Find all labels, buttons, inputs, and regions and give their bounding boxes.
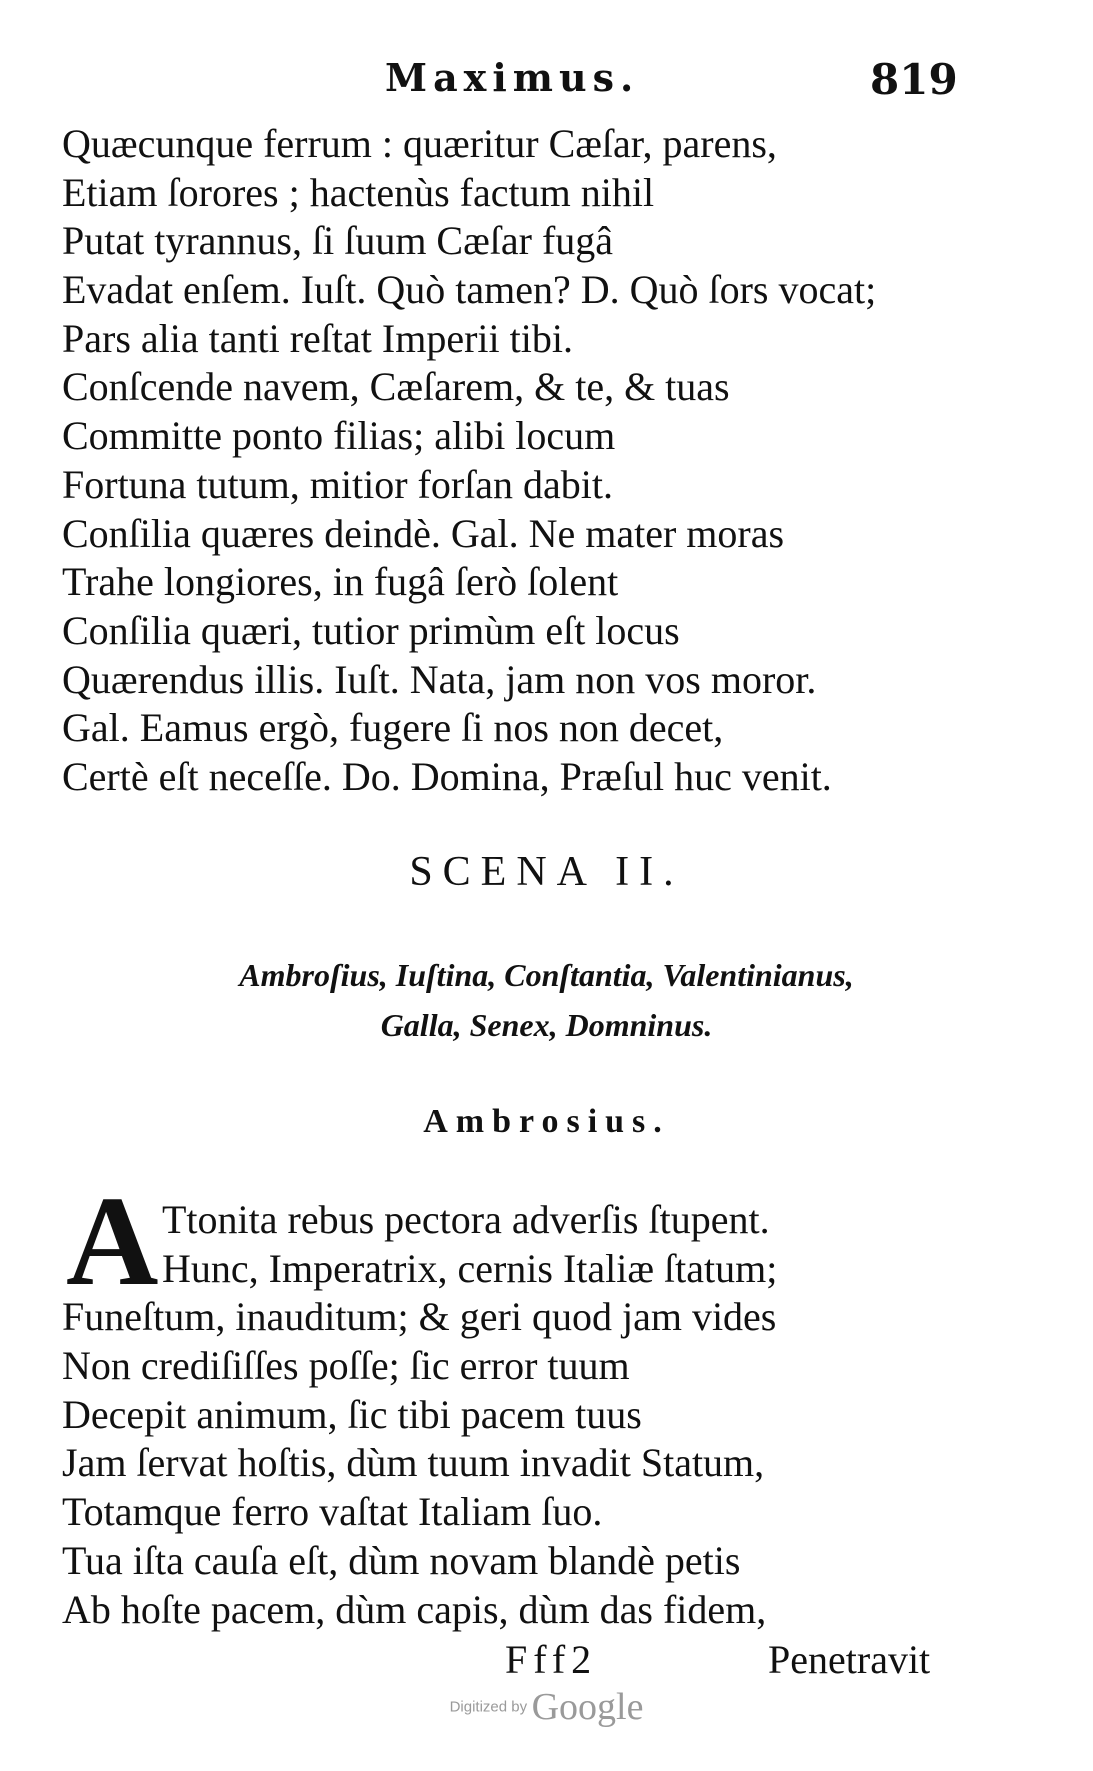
- verse-line: Tua iſta cauſa eſt, dùm novam blandè petis: [62, 1537, 741, 1583]
- cast-list: [0, 950, 1093, 1050]
- page-number: 819: [870, 55, 958, 104]
- cast-line-1: Ambroſius, Iuſtina, Conſtantia, Valentinianus,: [239, 957, 854, 993]
- verse-line: Trahe longiores, in fugâ ſerò ſolent: [62, 559, 619, 605]
- verse-line: Conſilia quæres deindè. Gal. Ne mater moras: [62, 510, 785, 556]
- verse-line: Certè eſt neceſſe. Do. Domina, Præſul huc venit.: [62, 753, 832, 799]
- verse-line: Conſilia quæri, tutior primùm eſt locus: [62, 607, 680, 653]
- verse-line: Fortuna tutum, mitior forſan dabit.: [62, 461, 614, 507]
- digitized-prefix: Digitized by: [449, 1698, 528, 1716]
- verse-line: Ttonita rebus pectora adverſis ſtupent.: [162, 1197, 770, 1242]
- digitized-by-google-watermark: [0, 1685, 1093, 1729]
- verse-line: Funeſtum, inauditum; & geri quod jam vides: [62, 1294, 777, 1340]
- scene-title: SCENA II.: [409, 849, 684, 895]
- verse-line: Non crediſiſſes poſſe; ſic error tuum: [62, 1343, 630, 1389]
- google-logo: Google: [531, 1686, 644, 1728]
- verse-line: Committe ponto filias; alibi locum: [62, 413, 616, 459]
- verse-line: Decepit animum, ſic tibi pacem tuus: [62, 1391, 642, 1437]
- page-header: [0, 55, 1093, 115]
- speaker-heading: Ambrosius.: [423, 1103, 670, 1140]
- signature-mark: Fff2: [505, 1637, 598, 1682]
- verse-line: Jam ſervat hoſtis, dùm tuum invadit Statum,: [62, 1440, 765, 1486]
- verse-line: Gal. Eamus ergò, fugere ſi nos non decet,: [62, 705, 724, 751]
- drop-cap: A: [66, 1170, 159, 1312]
- verse-line: Pars alia tanti reſtat Imperii tibi.: [62, 315, 573, 361]
- catchword: Penetravit: [768, 1637, 931, 1682]
- verse-block-1: [62, 120, 876, 802]
- verse-line: Ab hoſte pacem, dùm capis, dùm das fidem,: [62, 1586, 767, 1632]
- running-title: Maximus.: [385, 55, 640, 100]
- verse-line: Etiam ſorores ; hactenùs factum nihil: [62, 169, 655, 215]
- verse-line: Putat tyrannus, ſi ſuum Cæſar fugâ: [62, 218, 614, 264]
- verse-line: Quærendus illis. Iuſt. Nata, jam non vos moror.: [62, 656, 817, 702]
- verse-line: Conſcende navem, Cæſarem, & te, & tuas: [62, 364, 730, 410]
- verse-block-2: [62, 1196, 777, 1634]
- page-footer: [0, 1636, 1093, 1686]
- verse-line: Evadat enſem. Iuſt. Quò tamen? D. Quò ſors vocat;: [62, 267, 877, 313]
- verse-line: Hunc, Imperatrix, cernis Italiæ ſtatum;: [162, 1245, 778, 1291]
- verse-line: Quæcunque ferrum : quæritur Cæſar, parens,: [62, 121, 777, 166]
- cast-line-2: Galla, Senex, Domninus.: [380, 1007, 713, 1043]
- verse-line: Totamque ferro vaſtat Italiam ſuo.: [62, 1489, 603, 1535]
